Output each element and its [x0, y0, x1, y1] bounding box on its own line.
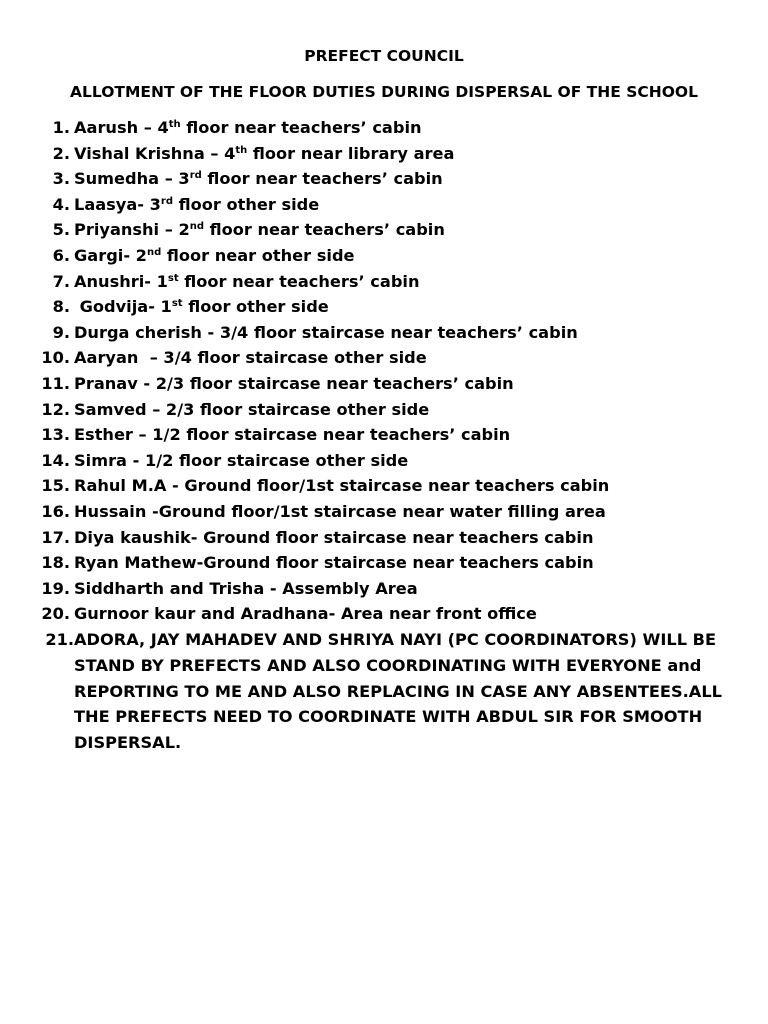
list-item-text-rest: floor near library area: [247, 143, 455, 163]
document-title: PREFECT COUNCIL: [304, 47, 464, 65]
list-item-text-main: Priyanshi – 2: [74, 220, 190, 240]
ordinal-suffix: rd: [160, 195, 173, 207]
list-item-number: 16.: [41, 501, 70, 521]
list-item-text: [74, 448, 408, 474]
list-item: [0, 473, 768, 499]
list-item-text-main: Esther – 1/2 floor staircase near teachers’ cabin: [74, 425, 511, 445]
list-item-number: 7.: [52, 271, 70, 291]
list-item-number: 19.: [41, 578, 70, 598]
list-item-text: [74, 243, 355, 269]
duty-list: [0, 115, 768, 627]
list-item-text-rest: floor near teachers’ cabin: [204, 220, 445, 240]
list-item: [0, 525, 768, 551]
list-item-number: 2.: [52, 143, 70, 163]
list-item: [0, 345, 768, 371]
list-item: [0, 397, 768, 423]
ordinal-suffix: th: [168, 119, 181, 130]
document-subtitle: ALLOTMENT OF THE FLOOR DUTIES DURING DISPERSAL OF THE SCHOOL: [70, 83, 698, 101]
list-item: [0, 294, 768, 320]
list-item-text-rest: floor near teachers’ cabin: [178, 271, 420, 291]
list-item-text-main: Laasya- 3: [74, 194, 161, 214]
list-item-text-main: Vishal Krishna – 4: [74, 143, 236, 163]
list-item-number: 12.: [41, 399, 70, 419]
list-item-number: 14.: [41, 450, 70, 470]
list-item-text: [74, 345, 427, 371]
list-item-number: 13.: [41, 425, 70, 445]
list-item-text-main: Sumedha – 3: [74, 169, 190, 189]
list-item-text: [74, 320, 578, 346]
list-item-text: [74, 217, 445, 243]
list-item-text: [74, 499, 606, 525]
list-item-text: [74, 601, 537, 627]
list-item-text-main: Diya kaushik- Ground floor staircase near teachers cabin: [74, 527, 594, 547]
list-item-number: 8.: [52, 297, 70, 317]
list-item: [0, 448, 768, 474]
list-item-text-rest: floor near other side: [161, 245, 355, 265]
list-item: [0, 141, 768, 167]
list-item-number: 20.: [41, 604, 70, 624]
list-item: [0, 269, 768, 295]
list-item-number: 15.: [41, 476, 70, 496]
list-item-number: 4.: [52, 194, 70, 214]
list-item-text: [74, 294, 329, 320]
list-item-text-main: Siddharth and Trisha - Assembly Area: [74, 578, 418, 598]
list-item-number: 17.: [41, 527, 70, 547]
list-item-text: [74, 166, 443, 192]
list-item-text-main: Aaryan – 3/4 floor staircase other side: [74, 348, 427, 368]
list-item-text-main: Godvija- 1: [74, 297, 172, 317]
list-item-text-main: Aarush – 4: [74, 118, 169, 137]
list-item-number: 10.: [41, 348, 70, 368]
list-item-number: 9.: [52, 322, 70, 342]
list-item-text-main: Pranav - 2/3 floor staircase near teachers’ cabin: [74, 373, 514, 393]
list-item-text-main: Samved – 2/3 floor staircase other side: [74, 399, 430, 419]
list-item-number: 21.: [45, 630, 74, 649]
list-item-text: [74, 576, 418, 602]
list-item: [0, 550, 768, 576]
list-item: [0, 192, 768, 218]
list-item: [0, 166, 768, 192]
list-item-text-main: Anushri- 1: [74, 271, 168, 291]
list-item-number: 18.: [41, 553, 70, 573]
list-item-number: 6.: [52, 245, 70, 265]
list-item-text-main: Rahul M.A - Ground floor/1st staircase near teachers cabin: [74, 476, 610, 496]
ordinal-suffix: rd: [189, 170, 202, 182]
list-item: [0, 601, 768, 627]
list-item: [0, 576, 768, 602]
list-item-text-rest: floor other side: [182, 297, 329, 317]
list-item: [0, 115, 768, 141]
list-item: [0, 499, 768, 525]
ordinal-suffix: nd: [189, 221, 205, 233]
list-item-text: [74, 141, 454, 167]
list-item-text: [74, 473, 609, 499]
list-item-number: 11.: [41, 373, 70, 393]
list-item: [0, 243, 768, 269]
list-item-text: [74, 397, 429, 423]
list-item-number: 3.: [52, 169, 70, 189]
list-item-text-main: Gargi- 2: [74, 245, 147, 265]
list-item-text: [74, 192, 319, 218]
list-item-text-rest: floor near teachers’ cabin: [201, 169, 443, 189]
ordinal-suffix: st: [171, 298, 183, 310]
coordinator-note-text: ADORA, JAY MAHADEV AND SHRIYA NAYI (PC COORDINATORS) WILL BE STAND BY PREFECTS AND ALSO COORDINATING WITH EVERYONE and REPORTING TO ME AND ALSO REPLACING IN CASE ANY ABSENTEES.ALL THE PREFECTS NEED TO COORDINATE WITH ABDUL SIR FOR SMOOTH DISPERSAL.: [74, 630, 722, 753]
list-item-text: [74, 115, 422, 141]
ordinal-suffix: nd: [146, 246, 162, 258]
list-item-text: [74, 550, 594, 576]
list-item-text-main: Durga cherish - 3/4 floor staircase near teachers’ cabin: [74, 322, 578, 342]
list-item: [0, 422, 768, 448]
list-item-number: 5.: [52, 220, 70, 240]
list-item-number: 1.: [52, 118, 70, 137]
list-item-text-main: Gurnoor kaur and Aradhana- Area near front office: [74, 604, 537, 624]
list-item-text: [74, 371, 514, 397]
list-item-text-main: Simra - 1/2 floor staircase other side: [74, 450, 409, 470]
list-item: [0, 217, 768, 243]
list-item: [0, 320, 768, 346]
list-item-text: [74, 422, 510, 448]
ordinal-suffix: th: [235, 144, 248, 156]
list-item-text: [74, 525, 593, 551]
ordinal-suffix: st: [167, 272, 179, 284]
list-item-text-rest: floor other side: [172, 194, 320, 214]
list-item-text-main: Hussain -Ground floor/1st staircase near water filling area: [74, 501, 606, 521]
list-item-text-main: Ryan Mathew-Ground floor staircase near teachers cabin: [74, 553, 594, 573]
list-item-text-rest: floor near teachers’ cabin: [180, 118, 422, 137]
list-item: [0, 371, 768, 397]
list-item-text: [74, 269, 420, 295]
